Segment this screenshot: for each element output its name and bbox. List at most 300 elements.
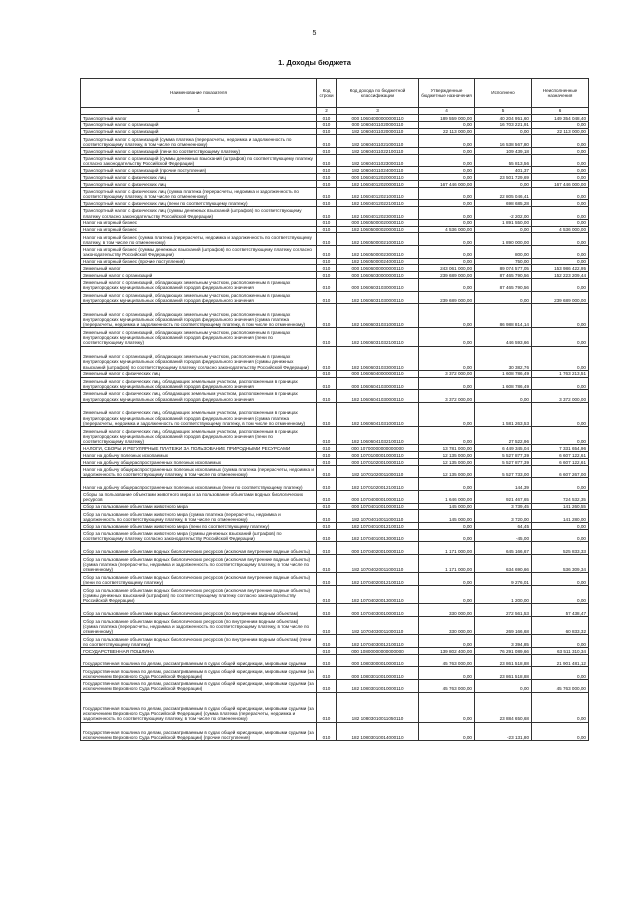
indicator-name-cell: Транспортный налог с организаций: [81, 121, 317, 128]
executed-amount-cell: 0,00: [475, 226, 532, 233]
unexecuted-amount-cell: 167 446 000,00: [532, 180, 589, 187]
classification-code-cell: 000 10604000000000110: [337, 115, 419, 122]
line-code-cell: 010: [317, 459, 337, 466]
executed-amount-cell: 76 291 089,66: [475, 647, 532, 654]
classification-code-cell: 182 10704010011000110: [337, 510, 419, 523]
line-code-cell: 010: [317, 585, 337, 603]
table-row: [81, 585, 589, 603]
approved-amount-cell: 0,00: [419, 207, 475, 220]
classification-code-cell: 182 10704030012100110: [337, 635, 419, 648]
unexecuted-amount-cell: 0,00: [532, 304, 589, 328]
indicator-name-cell: Сбор за пользование объектами водных биологических ресурсов (исключая внутренние водные объекты) (сумма платежа (перерасчеты, недоимка и задолженность по соответствующему платежу, в том числе по отмененному): [81, 554, 317, 572]
table-row: [81, 510, 589, 523]
indicator-name-cell: Государственная пошлина по делам, рассматриваемым в судах общей юрисдикции, мировыми судьями: [81, 654, 317, 667]
table-row: [81, 478, 589, 491]
table-row: [81, 265, 589, 272]
line-code-cell: 010: [317, 135, 337, 148]
approved-amount-cell: 0,00: [419, 523, 475, 530]
classification-code-cell: 182 10604011020000110: [337, 128, 419, 135]
unexecuted-amount-cell: 0,00: [532, 722, 589, 740]
executed-amount-cell: 401,37: [475, 167, 532, 174]
unexecuted-amount-cell: 6 607 122,61: [532, 459, 589, 466]
unexecuted-amount-cell: 6 607 267,00: [532, 465, 589, 478]
approved-amount-cell: 4 536 000,00: [419, 226, 475, 233]
table-row: [81, 272, 589, 279]
table-row: [81, 200, 589, 207]
table-row: [81, 154, 589, 167]
approved-amount-cell: 243 061 000,00: [419, 265, 475, 272]
unexecuted-amount-cell: 0,00: [532, 233, 589, 246]
indicator-name-cell: Налог на игорный бизнес: [81, 219, 317, 226]
executed-amount-cell: 1 581 263,53: [475, 402, 532, 426]
executed-amount-cell: 750,00: [475, 258, 532, 265]
classification-code-cell: 182 10606041032100110: [337, 427, 419, 445]
unexecuted-amount-cell: 0,00: [532, 278, 589, 291]
table-row: [81, 647, 589, 654]
unexecuted-amount-cell: 724 532,35: [532, 491, 589, 504]
executed-amount-cell: 698 685,28: [475, 200, 532, 207]
line-code-cell: 010: [317, 346, 337, 370]
classification-code-cell: 182 10604011022100110: [337, 147, 419, 154]
classification-code-cell: 000 10800000000000000: [337, 647, 419, 654]
table-row: [81, 147, 589, 154]
classification-code-cell: 000 10606040000000110: [337, 370, 419, 377]
indicator-name-cell: Земельный налог с физических лиц, обладающих земельным участком, расположенным в границах внутригородских муниципальных образований городов федерального значения (пени по соответствующему платежу): [81, 427, 317, 445]
line-code-cell: 010: [317, 452, 337, 459]
approved-amount-cell: 0,00: [419, 121, 475, 128]
header-unexecuted: Неисполненные назначения: [532, 79, 589, 108]
executed-amount-cell: 1 890 000,00: [475, 233, 532, 246]
approved-amount-cell: 0,00: [419, 585, 475, 603]
unexecuted-amount-cell: 3 372 000,00: [532, 390, 589, 403]
approved-amount-cell: 0,00: [419, 233, 475, 246]
classification-code-cell: 000 10803000010000110: [337, 654, 419, 667]
indicator-name-cell: Налог на игорный бизнес (прочие поступления): [81, 258, 317, 265]
classification-code-cell: 182 10606031032100110: [337, 328, 419, 346]
table-row: [81, 328, 589, 346]
table-row: [81, 529, 589, 542]
column-number: 6: [532, 108, 589, 115]
line-code-cell: 010: [317, 180, 337, 187]
executed-amount-cell: 800,00: [475, 245, 532, 258]
executed-amount-cell: 23 861 518,88: [475, 654, 532, 667]
line-code-cell: 010: [317, 635, 337, 648]
table-row: [81, 219, 589, 226]
indicator-name-cell: ГОСУДАРСТВЕННАЯ ПОШЛИНА: [81, 647, 317, 654]
executed-amount-cell: -45,00: [475, 529, 532, 542]
executed-amount-cell: 64,45: [475, 523, 532, 530]
approved-amount-cell: 0,00: [419, 478, 475, 491]
unexecuted-amount-cell: 525 833,33: [532, 542, 589, 555]
executed-amount-cell: 269 166,68: [475, 616, 532, 634]
classification-code-cell: 182 10606041030000110: [337, 390, 419, 403]
classification-code-cell: 000 10704030010000110: [337, 604, 419, 617]
table-row: [81, 692, 589, 722]
line-code-cell: 010: [317, 722, 337, 740]
executed-amount-cell: 1 608 786,49: [475, 377, 532, 390]
indicator-name-cell: Налог на добычу полезных ископаемых: [81, 452, 317, 459]
executed-amount-cell: 9 276,01: [475, 573, 532, 586]
approved-amount-cell: 167 446 000,00: [419, 180, 475, 187]
indicator-name-cell: Земельный налог с организаций, обладающих земельным участком, расположенным в границах внутригородских муниципальных образований городов федерального значения (сумма платежа (перерасчеты, недоимка и задолженность по соответствующему платежу, в том числе по отмененному): [81, 304, 317, 328]
approved-amount-cell: 0,00: [419, 147, 475, 154]
indicator-name-cell: Транспортный налог с организаций (суммы денежных взысканий (штрафов) по соответствующему платежу согласно законодательству Российской Федерации): [81, 154, 317, 167]
classification-code-cell: 000 10606041030000110: [337, 377, 419, 390]
header-approved: Утвержденные бюджетные назначения: [419, 79, 475, 108]
unexecuted-amount-cell: 0,00: [532, 585, 589, 603]
executed-amount-cell: 86 988 814,14: [475, 304, 532, 328]
classification-code-cell: 182 10605000020000110: [337, 226, 419, 233]
approved-amount-cell: 0,00: [419, 377, 475, 390]
indicator-name-cell: Транспортный налог с физических лиц: [81, 180, 317, 187]
approved-amount-cell: 0,00: [419, 174, 475, 181]
executed-amount-cell: 645 166,67: [475, 542, 532, 555]
table-row: [81, 278, 589, 291]
classification-code-cell: 182 10606031031000110: [337, 304, 419, 328]
classification-code-cell: 000 10701020010000110: [337, 459, 419, 466]
executed-amount-cell: 5 527 733,00: [475, 465, 532, 478]
column-number: 5: [475, 108, 532, 115]
classification-code-cell: 182 10704020011000110: [337, 554, 419, 572]
unexecuted-amount-cell: 141 260,55: [532, 503, 589, 510]
header-executed: Исполнено: [475, 79, 532, 108]
line-code-cell: 010: [317, 226, 337, 233]
approved-amount-cell: 239 689 000,00: [419, 291, 475, 304]
approved-amount-cell: 0,00: [419, 346, 475, 370]
unexecuted-amount-cell: 0,00: [532, 174, 589, 181]
approved-amount-cell: 145 000,00: [419, 510, 475, 523]
unexecuted-amount-cell: 0,00: [532, 377, 589, 390]
line-code-cell: 010: [317, 573, 337, 586]
line-code-cell: 010: [317, 200, 337, 207]
unexecuted-amount-cell: 0,00: [532, 245, 589, 258]
approved-amount-cell: 0,00: [419, 167, 475, 174]
unexecuted-amount-cell: 239 689 000,00: [532, 291, 589, 304]
table-row: [81, 377, 589, 390]
executed-amount-cell: 5 527 877,39: [475, 452, 532, 459]
line-code-cell: 010: [317, 272, 337, 279]
table-row: [81, 573, 589, 586]
indicator-name-cell: Земельный налог с физических лиц, обладающих земельным участком, расположенным в границах внутригородских муниципальных образований городов федерального значения: [81, 390, 317, 403]
executed-amount-cell: 272 561,53: [475, 604, 532, 617]
table-row: [81, 616, 589, 634]
line-code-cell: 010: [317, 478, 337, 491]
executed-amount-cell: 0,00: [475, 291, 532, 304]
table-row: [81, 679, 589, 692]
unexecuted-amount-cell: 0,00: [532, 667, 589, 680]
budget-revenue-table: [80, 78, 589, 741]
unexecuted-amount-cell: 63 511 310,34: [532, 647, 589, 654]
table-row: [81, 207, 589, 220]
approved-amount-cell: 12 135 000,00: [419, 459, 475, 466]
executed-amount-cell: 0,00: [475, 679, 532, 692]
unexecuted-amount-cell: 0,00: [532, 167, 589, 174]
approved-amount-cell: 12 135 000,00: [419, 465, 475, 478]
unexecuted-amount-cell: 4 536 000,00: [532, 226, 589, 233]
classification-code-cell: 182 10604012021000110: [337, 187, 419, 200]
unexecuted-amount-cell: 0,00: [532, 402, 589, 426]
unexecuted-amount-cell: 141 280,00: [532, 510, 589, 523]
line-code-cell: 010: [317, 167, 337, 174]
table-row: [81, 503, 589, 510]
line-code-cell: 010: [317, 491, 337, 504]
approved-amount-cell: 0,00: [419, 667, 475, 680]
executed-amount-cell: 40 204 951,60: [475, 115, 532, 122]
indicator-name-cell: Сбор за пользование объектами водных биологических ресурсов (по внутренним водным объектам): [81, 604, 317, 617]
column-number-row: [81, 108, 589, 115]
approved-amount-cell: 0,00: [419, 154, 475, 167]
column-number: 2: [317, 108, 337, 115]
approved-amount-cell: 0,00: [419, 692, 475, 722]
classification-code-cell: 182 10605000024000110: [337, 258, 419, 265]
indicator-name-cell: Налог на игорный бизнес (сумма платежа (перерасчеты, недоимка и задолженность по соответствующему платежу, в том числе по отмененному): [81, 233, 317, 246]
classification-code-cell: 182 10604012022100110: [337, 200, 419, 207]
unexecuted-amount-cell: 0,00: [532, 523, 589, 530]
indicator-name-cell: Сбор за пользование объектами водных биологических ресурсов (исключая внутренние водные объекты): [81, 542, 317, 555]
executed-amount-cell: 16 703 221,91: [475, 121, 532, 128]
line-code-cell: 010: [317, 377, 337, 390]
approved-amount-cell: 239 689 000,00: [419, 272, 475, 279]
executed-amount-cell: 5 527 877,39: [475, 459, 532, 466]
indicator-name-cell: Государственная пошлина по делам, рассматриваемым в судах общей юрисдикции, мировыми судьями (за исключением Верховного Суда Российской Федерации) (прочие поступления): [81, 722, 317, 740]
table-row: [81, 304, 589, 328]
executed-amount-cell: 23 884 650,68: [475, 692, 532, 722]
classification-code-cell: 182 10701020012100110: [337, 478, 419, 491]
executed-amount-cell: 144,39: [475, 478, 532, 491]
indicator-name-cell: Земельный налог с организаций: [81, 272, 317, 279]
executed-amount-cell: 0,00: [475, 390, 532, 403]
executed-amount-cell: 3 394,85: [475, 635, 532, 648]
table-row: [81, 554, 589, 572]
table-row: [81, 635, 589, 648]
table-row: [81, 491, 589, 504]
indicator-name-cell: Земельный налог с физических лиц: [81, 370, 317, 377]
approved-amount-cell: 1 171 000,00: [419, 554, 475, 572]
approved-amount-cell: 45 763 000,00: [419, 679, 475, 692]
classification-code-cell: 182 10704010013000110: [337, 529, 419, 542]
approved-amount-cell: 0,00: [419, 219, 475, 226]
line-code-cell: 010: [317, 121, 337, 128]
line-code-cell: 010: [317, 233, 337, 246]
header-indicator-name: Наименование показателя: [81, 79, 317, 108]
approved-amount-cell: 0,00: [419, 635, 475, 648]
executed-amount-cell: 3 720,00: [475, 510, 532, 523]
table-row: [81, 180, 589, 187]
line-code-cell: 010: [317, 245, 337, 258]
unexecuted-amount-cell: 60 833,32: [532, 616, 589, 634]
classification-code-cell: 000 10704010010000110: [337, 503, 419, 510]
line-code-cell: 010: [317, 616, 337, 634]
classification-code-cell: 182 10704020013000110: [337, 585, 419, 603]
table-row: [81, 226, 589, 233]
executed-amount-cell: 1 608 786,49: [475, 370, 532, 377]
line-code-cell: 010: [317, 207, 337, 220]
indicator-name-cell: Государственная пошлина по делам, рассматриваемым в судах общей юрисдикции, мировыми судьями (за исключением Верховного Суда Российской Федерации): [81, 667, 317, 680]
approved-amount-cell: 0,00: [419, 187, 475, 200]
unexecuted-amount-cell: 0,00: [532, 200, 589, 207]
approved-amount-cell: 0,00: [419, 328, 475, 346]
classification-code-cell: 182 10704030011000110: [337, 616, 419, 634]
table-row: [81, 465, 589, 478]
line-code-cell: 010: [317, 258, 337, 265]
line-code-cell: 010: [317, 154, 337, 167]
approved-amount-cell: 0,00: [419, 258, 475, 265]
approved-amount-cell: 139 802 400,00: [419, 647, 475, 654]
table-row: [81, 427, 589, 445]
line-code-cell: 010: [317, 115, 337, 122]
unexecuted-amount-cell: 0,00: [532, 121, 589, 128]
classification-code-cell: 182 10606041031000110: [337, 402, 419, 426]
line-code-cell: 010: [317, 503, 337, 510]
indicator-name-cell: Земельный налог с организаций, обладающих земельным участком, расположенным в границах внутригородских муниципальных образований городов федерального значения: [81, 278, 317, 291]
line-code-cell: 010: [317, 219, 337, 226]
page-title: 1. Доходы бюджета: [278, 58, 351, 67]
classification-code-cell: 000 10605000020000110: [337, 219, 419, 226]
indicator-name-cell: Транспортный налог с физических лиц (суммы денежных взысканий (штрафов) по соответствующему платежу согласно законодательству Российской Федерации): [81, 207, 317, 220]
approved-amount-cell: 0,00: [419, 722, 475, 740]
line-code-cell: 010: [317, 427, 337, 445]
approved-amount-cell: 330 000,00: [419, 616, 475, 634]
unexecuted-amount-cell: 0,00: [532, 692, 589, 722]
classification-code-cell: 182 10604011024000110: [337, 167, 419, 174]
approved-amount-cell: 22 113 000,00: [419, 128, 475, 135]
line-code-cell: 010: [317, 445, 337, 452]
indicator-name-cell: Сбор за пользование объектами водных биологических ресурсов (по внутренним водным объектам) (пени по соответствующему платежу): [81, 635, 317, 648]
executed-amount-cell: 634 690,66: [475, 554, 532, 572]
classification-code-cell: 182 10605000021000110: [337, 233, 419, 246]
executed-amount-cell: 1 200,00: [475, 585, 532, 603]
line-code-cell: 010: [317, 692, 337, 722]
line-code-cell: 010: [317, 304, 337, 328]
column-number: 1: [81, 108, 317, 115]
indicator-name-cell: Сбор за пользование объектами водных биологических ресурсов (по внутренним водным объектам) (сумма платежа (перерасчеты, недоимка и задолженность по соответствующему платежу, в том числе по отмененному): [81, 616, 317, 634]
table-row: [81, 258, 589, 265]
table-row: [81, 523, 589, 530]
executed-amount-cell: 22 805 046,41: [475, 187, 532, 200]
unexecuted-amount-cell: 0,00: [532, 207, 589, 220]
indicator-name-cell: Налог на добычу общераспространенных полезных ископаемых (пени по соответствующему платежу): [81, 478, 317, 491]
unexecuted-amount-cell: 0,00: [532, 427, 589, 445]
unexecuted-amount-cell: 0,00: [532, 147, 589, 154]
line-code-cell: 010: [317, 523, 337, 530]
executed-amount-cell: 30 382,76: [475, 346, 532, 370]
line-code-cell: 010: [317, 328, 337, 346]
indicator-name-cell: Налог на добычу общераспространенных полезных ископаемых: [81, 459, 317, 466]
table-row: [81, 115, 589, 122]
header-budget-classification-code: Код дохода по бюджетной классификации: [337, 79, 419, 108]
classification-code-cell: 182 10803010010000110: [337, 679, 419, 692]
unexecuted-amount-cell: 0,00: [532, 135, 589, 148]
approved-amount-cell: 3 372 000,00: [419, 370, 475, 377]
classification-code-cell: 000 10704020010000110: [337, 542, 419, 555]
indicator-name-cell: Налог на добычу общераспространенных полезных ископаемых (сумма платежа (перерасчеты, недоимка и задолженность по соответствующему платежу, в том числе по отмененному): [81, 465, 317, 478]
unexecuted-amount-cell: 0,00: [532, 154, 589, 167]
line-code-cell: 010: [317, 147, 337, 154]
classification-code-cell: 000 10606030000000110: [337, 272, 419, 279]
executed-amount-cell: 89 074 577,05: [475, 265, 532, 272]
table-header-row: [81, 79, 589, 108]
unexecuted-amount-cell: 21 901 481,12: [532, 654, 589, 667]
executed-amount-cell: 0,00: [475, 128, 532, 135]
indicator-name-cell: Налог на игорный бизнес: [81, 226, 317, 233]
approved-amount-cell: 13 781 000,00: [419, 445, 475, 452]
indicator-name-cell: Транспортный налог: [81, 115, 317, 122]
unexecuted-amount-cell: 0,00: [532, 529, 589, 542]
classification-code-cell: 000 10803010010000110: [337, 667, 419, 680]
indicator-name-cell: Транспортный налог с организаций: [81, 128, 317, 135]
indicator-name-cell: Государственная пошлина по делам, рассматриваемым в судах общей юрисдикции, мировыми судьями (за исключением Верховного Суда Российской Федерации) (сумма платежа (перерасчеты, недоимка и задолженность по соответствующему платежу, в том числе по отмененному): [81, 692, 317, 722]
executed-amount-cell: 27 522,96: [475, 427, 532, 445]
column-number: 3: [337, 108, 419, 115]
approved-amount-cell: 145 000,00: [419, 503, 475, 510]
table-row: [81, 167, 589, 174]
table-row: [81, 291, 589, 304]
table-row: [81, 604, 589, 617]
line-code-cell: 010: [317, 542, 337, 555]
unexecuted-amount-cell: 0,00: [532, 635, 589, 648]
classification-code-cell: 182 10803010011050110: [337, 692, 419, 722]
line-code-cell: 010: [317, 291, 337, 304]
classification-code-cell: 000 10701000010000110: [337, 452, 419, 459]
approved-amount-cell: 1 646 000,00: [419, 491, 475, 504]
line-code-cell: 010: [317, 128, 337, 135]
unexecuted-amount-cell: 149 354 048,40: [532, 115, 589, 122]
classification-code-cell: 000 10604012020000110: [337, 174, 419, 181]
approved-amount-cell: 0,00: [419, 278, 475, 291]
approved-amount-cell: 1 171 000,00: [419, 542, 475, 555]
approved-amount-cell: 12 135 000,00: [419, 452, 475, 459]
executed-amount-cell: 1 891 550,00: [475, 219, 532, 226]
unexecuted-amount-cell: 152 223 209,44: [532, 272, 589, 279]
table-row: [81, 245, 589, 258]
approved-amount-cell: 45 763 000,00: [419, 654, 475, 667]
indicator-name-cell: Сбор за пользование объектами животного мира (пени по соответствующему платежу): [81, 523, 317, 530]
approved-amount-cell: 330 000,00: [419, 604, 475, 617]
table-row: [81, 233, 589, 246]
indicator-name-cell: Земельный налог с физических лиц, обладающих земельным участком, расположенным в границах внутригородских муниципальных образований городов федерального значения: [81, 377, 317, 390]
table-row: [81, 722, 589, 740]
indicator-name-cell: Сбор за пользование объектами животного мира (суммы денежных взысканий (штрафов) по соответствующему платежу согласно законодательству Российской Федерации): [81, 529, 317, 542]
table-row: [81, 459, 589, 466]
line-code-cell: 010: [317, 604, 337, 617]
line-code-cell: 010: [317, 510, 337, 523]
line-code-cell: 010: [317, 465, 337, 478]
indicator-name-cell: Транспортный налог с физических лиц: [81, 174, 317, 181]
table-row: [81, 187, 589, 200]
approved-amount-cell: 0,00: [419, 402, 475, 426]
unexecuted-amount-cell: 6 607 122,61: [532, 452, 589, 459]
line-code-cell: 010: [317, 402, 337, 426]
indicator-name-cell: Земельный налог: [81, 265, 317, 272]
classification-code-cell: 182 10604012020000110: [337, 180, 419, 187]
classification-code-cell: 182 10704010012100110: [337, 523, 419, 530]
line-code-cell: 010: [317, 265, 337, 272]
classification-code-cell: 182 10604012023000110: [337, 207, 419, 220]
approved-amount-cell: 0,00: [419, 573, 475, 586]
unexecuted-amount-cell: 153 986 422,95: [532, 265, 589, 272]
classification-code-cell: 182 10704020012100110: [337, 573, 419, 586]
executed-amount-cell: 3 739,45: [475, 503, 532, 510]
unexecuted-amount-cell: 0,00: [532, 573, 589, 586]
executed-amount-cell: 87 465 790,56: [475, 278, 532, 291]
line-code-cell: 010: [317, 529, 337, 542]
line-code-cell: 010: [317, 174, 337, 181]
classification-code-cell: 182 10803010014000110: [337, 722, 419, 740]
line-code-cell: 010: [317, 390, 337, 403]
approved-amount-cell: 0,00: [419, 200, 475, 207]
unexecuted-amount-cell: 7 331 654,96: [532, 445, 589, 452]
approved-amount-cell: 3 372 000,00: [419, 390, 475, 403]
